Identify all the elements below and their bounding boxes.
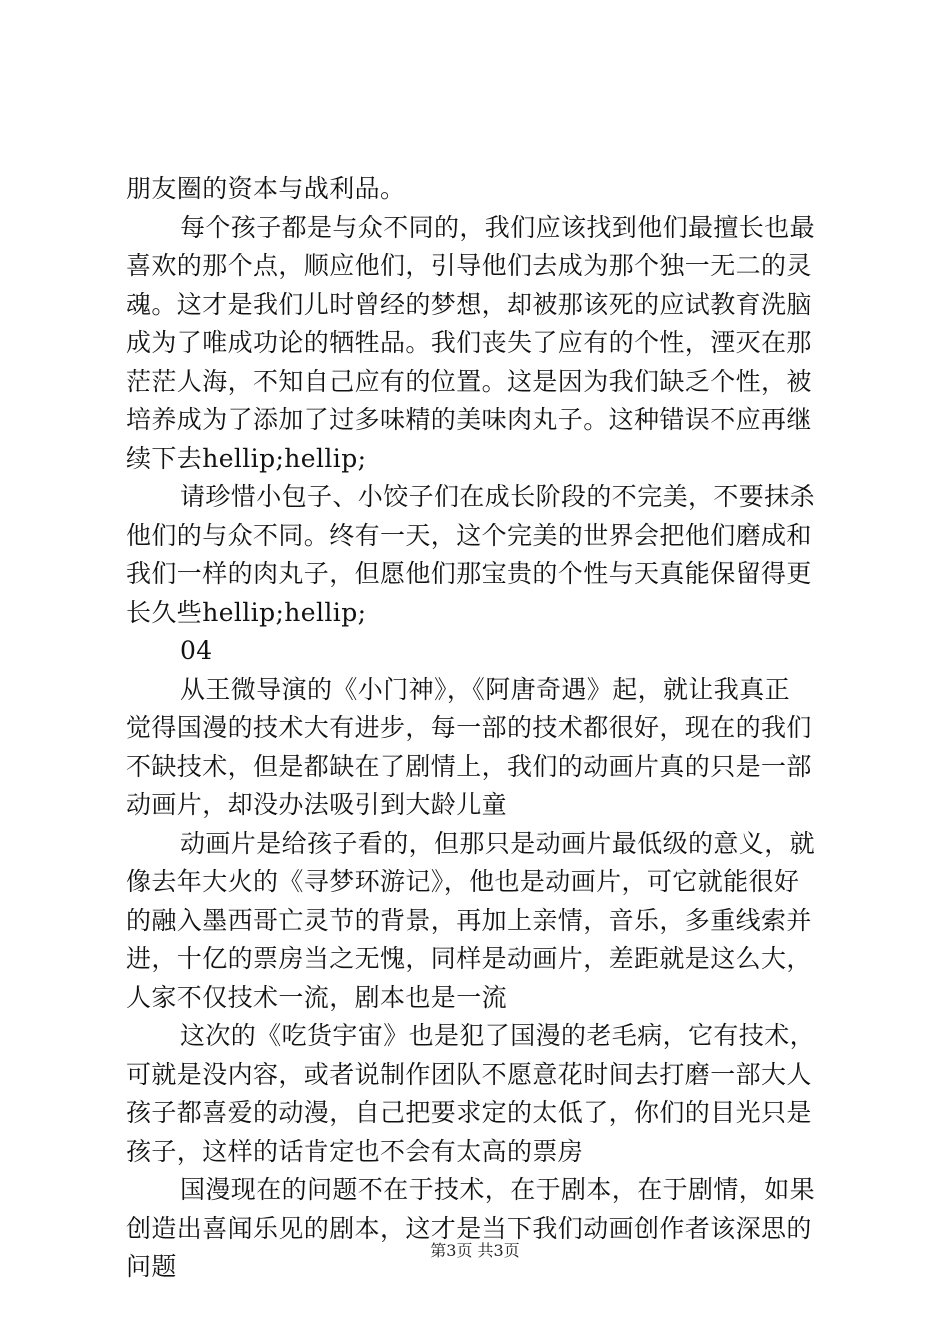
text-line: 他们的与众不同。终有一天，这个完美的世界会把他们磨成和	[126, 520, 812, 550]
text-line: 觉得国漫的技术大有进步，每一部的技术都很好，现在的我们	[126, 713, 812, 742]
text-line: 请珍惜小包子、小饺子们在成长阶段的不完美，不要抹杀	[180, 482, 816, 511]
text-line: 不缺技术，但是都缺在了剧情上，我们的动画片真的只是一部	[126, 751, 812, 781]
text-line: 每个孩子都是与众不同的，我们应该找到他们最擅长也最	[180, 212, 816, 242]
text-line: 人家不仅技术一流，剧本也是一流	[126, 982, 508, 1012]
page-number: 第3页 共3页	[430, 1241, 520, 1260]
text-line: 从王微导演的《小门神》，《阿唐奇遇》起，就让我真正	[180, 674, 791, 704]
text-line: 问题	[126, 1252, 177, 1281]
text-line: 培养成为了添加了过多味精的美味肉丸子。这种错误不应再继	[126, 405, 812, 434]
text-line: 孩子都喜爱的动漫，自己把要求定的太低了，你们的目光只是	[126, 1098, 812, 1127]
document-body	[126, 170, 828, 1287]
page-footer	[0, 1240, 950, 1262]
text-line: 这次的《吃货宇宙》也是犯了国漫的老毛病，它有技术，	[180, 1021, 816, 1050]
text-line: 04	[180, 636, 213, 665]
text-line: 像去年大火的《寻梦环游记》，他也是动画片，可它就能很好	[126, 867, 800, 896]
text-line: 孩子，这样的话肯定也不会有太高的票房	[126, 1136, 584, 1166]
text-line: 创造出喜闻乐见的剧本，这才是当下我们动画创作者该深思的	[126, 1213, 812, 1243]
text-line: 续下去hellip;hellip;	[126, 443, 367, 473]
text-line: 动画片是给孩子看的，但那只是动画片最低级的意义，就	[180, 828, 816, 858]
text-line: 我们一样的肉丸子，但愿他们那宝贵的个性与天真能保留得更	[126, 559, 812, 588]
text-line: 国漫现在的问题不在于技术，在于剧本，在于剧情，如果	[180, 1175, 816, 1204]
text-line: 朋友圈的资本与战利品。	[126, 174, 406, 203]
text-line: 可就是没内容，或者说制作团队不愿意花时间去打磨一部大人	[126, 1059, 812, 1089]
text-line: 进，十亿的票房当之无愧，同样是动画片，差距就是这么大，	[126, 944, 812, 973]
text-line: 喜欢的那个点，顺应他们，引导他们去成为那个独一无二的灵	[126, 251, 812, 280]
text-line: 茫茫人海，不知自己应有的位置。这是因为我们缺乏个性，被	[126, 366, 812, 396]
text-line: 成为了唯成功论的牺牲品。我们丧失了应有的个性，湮灭在那	[126, 328, 812, 357]
text-line: 的融入墨西哥亡灵节的背景，再加上亲情，音乐，多重线索并	[126, 905, 812, 935]
text-line: 魂。这才是我们儿时曾经的梦想，却被那该死的应试教育洗脑	[126, 289, 812, 319]
text-line: 动画片，却没办法吸引到大龄儿童	[126, 790, 508, 819]
text-line: 长久些hellip;hellip;	[126, 597, 367, 627]
